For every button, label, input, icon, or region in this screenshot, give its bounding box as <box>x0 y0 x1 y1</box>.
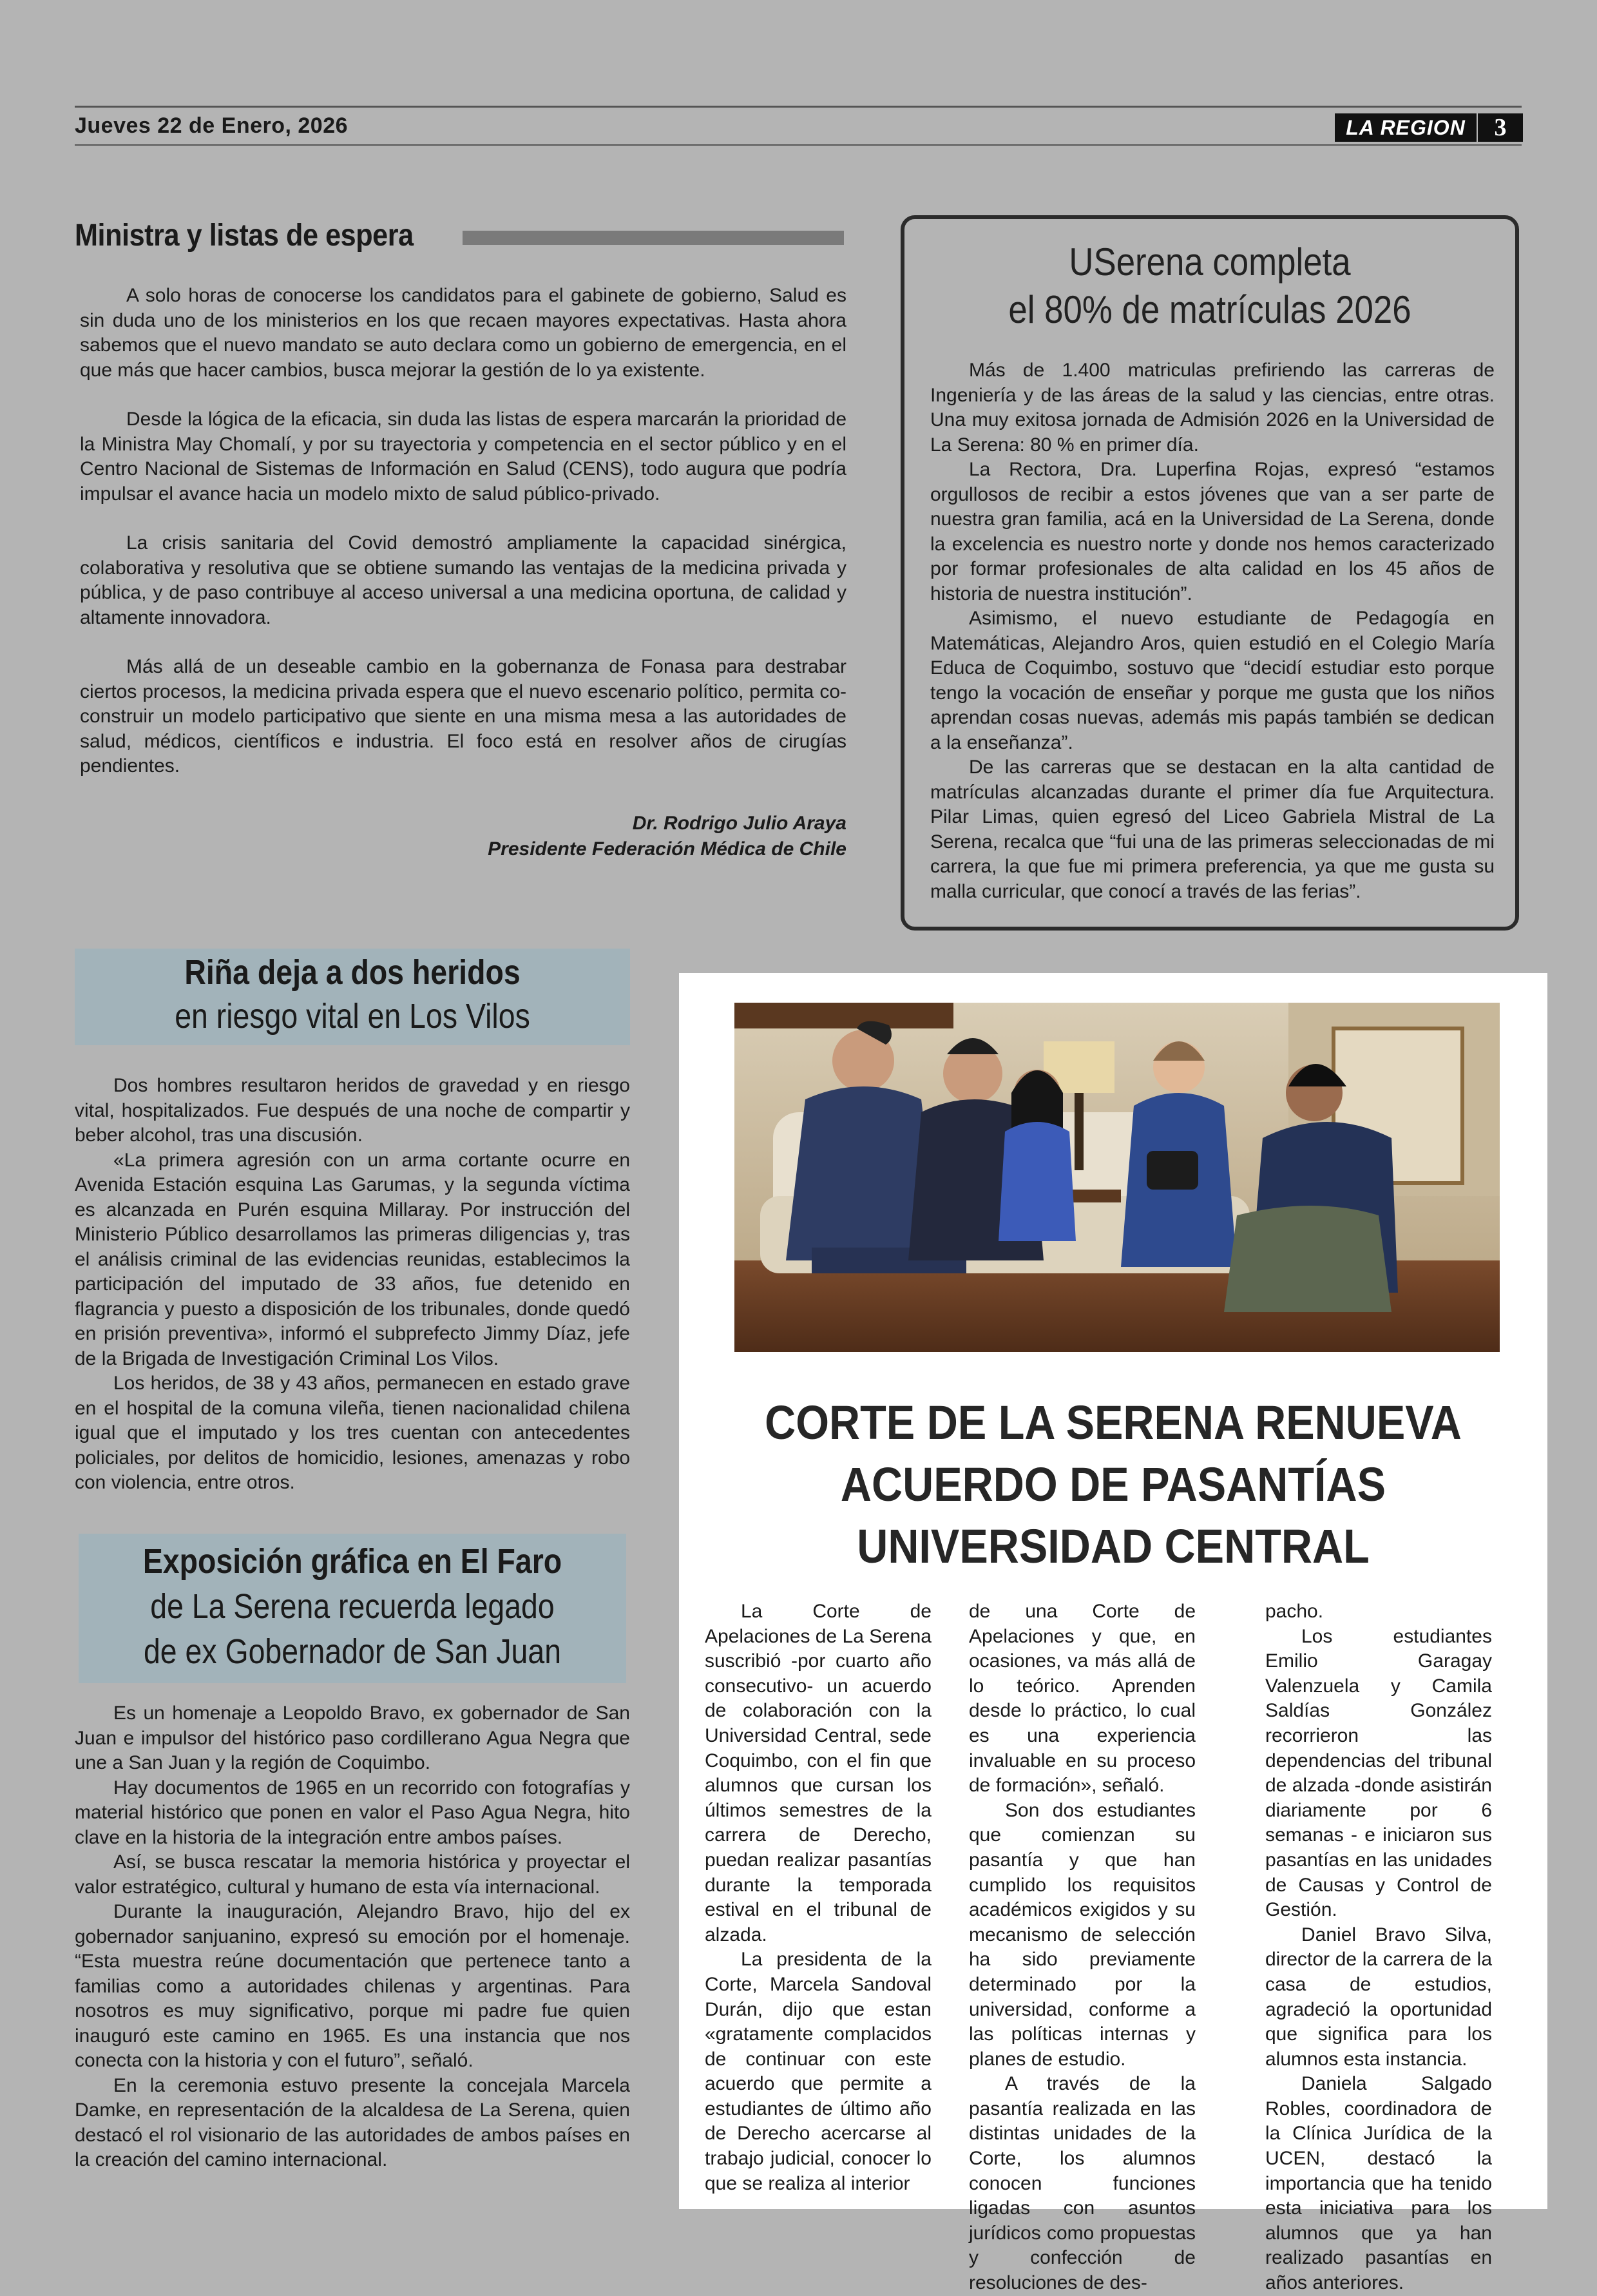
paragraph: En la ceremonia estuvo presente la concejala Marcela Damke, en representación de la alcaldesa de La Serena, quien destacó el rol visionario de las autoridades de ambos países en la creación del camino internacional. <box>75 2074 630 2170</box>
userena-title <box>941 238 1478 334</box>
paragraph: De las carreras que se destacan en la alta cantidad de matrículas alcanzadas durante el primer día fue Arquitectura. Pilar Limas, quien egresó del Liceo Gabriela Mistral de La Serena, recalca que “fui una de las primeras seleccionadas de mi carrera, la que fue mi primera preferencia, ya que me gusta su malla curricular, que conocí a través de las ferias”. <box>930 757 1495 902</box>
paragraph: A través de la pasantía realizada en las distintas unidades de la Corte, los alumnos conocen funciones ligadas con asuntos jurídicos como propuestas y confección de resoluciones de des- <box>969 2073 1196 2294</box>
faro-title-line-1: Exposición gráfica en El Faro <box>142 1542 562 1581</box>
corte-column-3 <box>1265 1599 1492 2296</box>
userena-title-line-2: el 80% de matrículas 2026 <box>1008 288 1411 331</box>
meeting-photo-icon <box>734 1003 1500 1352</box>
paragraph: de una Corte de Apelaciones y que, en ocasiones, va más allá de lo teórico. Aprenden desde lo práctico, lo cual es una experiencia invaluable en su proceso de formación», señaló. <box>969 1601 1196 1797</box>
corte-column-2 <box>969 1599 1196 2296</box>
opinion-signature <box>80 811 846 862</box>
paragraph: La Rectora, Dra. Luperfina Rojas, expresó “estamos orgullosos de recibir a estos jóvenes que van a ser parte de nuestra gran familia, acá en la Universidad de La Serena, donde la excelencia es nuestro norte y donde nos hemos caracterizado por formar profesionales de alta calidad en los 45 años de historia de nuestra institución”. <box>930 459 1495 604</box>
rina-title-line-2: en riesgo vital en Los Vilos <box>175 997 530 1036</box>
userena-title-line-1: USerena completa <box>1069 240 1351 284</box>
paragraph: Así, se busca rescatar la memoria histórica y proyectar el valor estratégico, cultural y humano de esta vía internacional. <box>75 1851 630 1898</box>
paragraph: Los estudiantes Emilio Garagay Valenzuela y Camila Saldías González recorrieron las dependencias del tribunal de alzada -donde asistirán diariamente por 6 semanas - e iniciaron sus pasantías en las unidades de Causas y Control de Gestión. <box>1265 1625 1492 1921</box>
paragraph: La crisis sanitaria del Covid demostró ampliamente la capacidad sinérgica, colaborativa y resolutiva que se obtiene sumando las ventajas de la medicina privada y pública, y de paso contribuye al acceso universal a una medicina oportuna, de calidad y altamente innovadora. <box>80 532 846 628</box>
header-top-rule <box>75 106 1522 108</box>
opinion-body <box>80 284 846 804</box>
corte-headline-line-3: UNIVERSIDAD CENTRAL <box>857 1519 1370 1573</box>
rina-body <box>75 1074 630 1496</box>
paragraph: Dos hombres resultaron heridos de gravedad y en riesgo vital, hospitalizados. Fue después de una noche de compartir y beber alcohol, tras una discusión. <box>75 1075 630 1146</box>
page-number: 3 <box>1478 113 1523 142</box>
paragraph: La presidenta de la Corte, Marcela Sandoval Durán, dijo que estan «gratamente complacidos de continuar con este acuerdo que permite a estudiantes de último año de Derecho acercarse al trabajo judicial, conocer lo que se realiza al interior <box>705 1949 932 2194</box>
author-name: Dr. Rodrigo Julio Araya <box>632 813 846 834</box>
paragraph: La Corte de Apelaciones de La Serena suscribió -por cuarto año consecutivo- un acuerdo de colaboración con la Universidad Central, sede Coquimbo, con el fin que alumnos que cursan los últimos semestres de la carrera de Derecho, puedan realizar pasantías durante la temporada estival en el tribunal de alzada. <box>705 1601 932 1945</box>
paragraph: Es un homenaje a Leopoldo Bravo, ex gobernador de San Juan e impulsor del histórico paso cordillerano Agua Negra que une a San Juan y la región de Coquimbo. <box>75 1703 630 1773</box>
paragraph: Durante la inauguración, Alejandro Bravo, hijo del ex gobernador sanjuanino, expresó su emoción por el homenaje. “Esta muestra reúne documentación que pertenece tanto a familias como a autoridades chilenas y argentinas. Para nosotros es muy significativo, porque mi padre fue quien inauguró este camino en 1965. Es una instancia que nos conecta con la historia y con el futuro”, señaló. <box>75 1901 630 2071</box>
faro-title-line-2: de La Serena recuerda legado <box>150 1587 555 1626</box>
header-bottom-rule <box>75 144 1522 146</box>
paragraph: Hay documentos de 1965 en un recorrido con fotografías y material histórico que ponen en valor el Paso Agua Negra, hito clave en la historia de la integración entre ambos países. <box>75 1777 630 1848</box>
rina-title-line-1: Riña deja a dos heridos <box>184 953 521 992</box>
paragraph: Más de 1.400 matriculas prefiriendo las carreras de Ingeniería y de las áreas de la salud y las ciencias, entre otras. Una muy exitosa jornada de Admisión 2026 en la Universidad de La Serena: 80 % en primer día. <box>930 360 1495 456</box>
paragraph: Los heridos, de 38 y 43 años, permanecen en estado grave en el hospital de la comuna vileña, tienen nacionalidad chilena igual que el imputado y los tres cuentan con antecedentes policiales, por delitos de homicidio, lesiones, amenazas y robo con violencia, entre otros. <box>75 1373 630 1493</box>
userena-body <box>930 358 1495 904</box>
paragraph: Daniela Salgado Robles, coordinadora de la Clínica Jurídica de la UCEN, destacó la importancia que ha tenido esta iniciativa para los alumnos que ya han realizado pasantías en años anteriores. <box>1265 2073 1492 2294</box>
paragraph: Desde la lógica de la eficacia, sin duda las listas de espera marcarán la prioridad de la Ministra May Chomalí, y por su trayectoria y competencia en el sector público y en el Centro Nacional de Sistemas de Información en Salud (CENS), todo augura que podría impulsar el avance hacia un modelo mixto de salud público-privado. <box>80 409 846 505</box>
faro-body <box>75 1701 630 2173</box>
paragraph: A solo horas de conocerse los candidatos para el gabinete de gobierno, Salud es sin duda uno de los ministerios en los que recaen mayores expectativas. Hasta ahora sabemos que el nuevo mandato se auto declara como un gobierno de emergencia, en el que más que hacer cambios, busca mejorar la gestión de lo ya existente. <box>80 285 846 381</box>
paragraph: «La primera agresión con un arma cortante ocurre en Avenida Estación esquina Las Garumas, y la segunda víctima es alcanzada en Purén esquina Millaray. Por instrucción del Ministerio Público desarrollamos las primeras diligencias y, tras el análisis criminal de las evidencias reunidas, establecimos la participación del imputado de 33 años, fue detenido en flagrancia y puesto a disposición de los tribunales, donde quedó en prisión preventiva», informó el subprefecto Jimmy Díaz, jefe de la Brigada de Investigación Criminal Los Vilos. <box>75 1149 630 1369</box>
author-role: Presidente Federación Médica de Chile <box>488 838 846 860</box>
corte-headline <box>722 1392 1504 1577</box>
paragraph: Son dos estudiantes que comienzan su pasantía y que han cumplido los requisitos académicos exigidos y su mecanismo de selección ha sido previamente determinado por la universidad, conforme a las políticas internas y planes de estudio. <box>969 1799 1196 2070</box>
paragraph: Daniel Bravo Silva, director de la carrera de la casa de estudios, agradeció la oportunidad que significa para los alumnos esta instancia. <box>1265 1924 1492 2070</box>
paragraph: Asimismo, el nuevo estudiante de Pedagogía en Matemáticas, Alejandro Aros, quien estudió en el Colegio María Educa de Coquimbo, sostuvo que “decidí estudiar esto porque tengo la vocación de enseñar y porque me gusta que los niños aprendan cosas nuevas, además mis papás también se dedican a la enseñanza”. <box>930 608 1495 753</box>
faro-title-line-3: de ex Gobernador de San Juan <box>143 1632 562 1671</box>
newspaper-brand: LA REGION <box>1335 113 1477 142</box>
corte-headline-line-2: ACUERDO DE PASANTÍAS <box>840 1458 1386 1511</box>
corte-column-1 <box>705 1599 932 2196</box>
corte-headline-line-1: CORTE DE LA SERENA RENUEVA <box>765 1396 1462 1449</box>
paragraph: Más allá de un deseable cambio en la gobernanza de Fonasa para destrabar ciertos procesos, la medicina privada espera que el nuevo escenario político, permita co-construir un modelo participativo que siente en una misma mesa a las autoridades de salud, médicos, científicos e industria. El foco está en resolver años de cirugías pendientes. <box>80 656 846 777</box>
paragraph: pacho. <box>1265 1601 1324 1622</box>
opinion-title: Ministra y listas de espera <box>75 218 414 253</box>
issue-date: Jueves 22 de Enero, 2026 <box>75 113 349 138</box>
title-decoration-bar <box>463 231 844 245</box>
